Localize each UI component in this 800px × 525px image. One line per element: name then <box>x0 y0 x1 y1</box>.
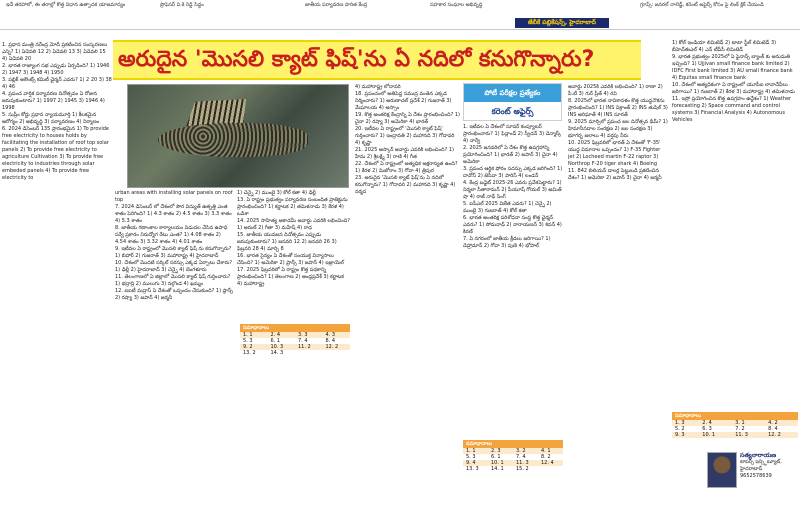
answer-cell <box>295 350 323 356</box>
answer-cell <box>323 350 351 356</box>
top-strip <box>0 0 800 30</box>
answer-cell: 14. 1 <box>491 466 504 472</box>
answer-cell: 10. 1 <box>702 432 716 438</box>
answer-cell: 4. 3 <box>325 332 336 338</box>
column-4: 4) మహారాష్ట్ర లోదావరి 18. ప్రపంచంలో అతిపెద్ద సముద్ర వంతెన ఎక్కడ నిర్మించారు? 1) అరుణాచల్ ప్రదేశ్ 2) గుజరాత్ 3) మేఘాలయ 4) అస్సాం 19. కొత్త అంతరిక్ష కేంద్రాన్ని ఏ దేశం ప్రారంభించింది? 1) చైనా 2) రష్యా 3) అమెరికా 4) భారత్ 20. ఇటీవల ఏ రాష్ట్రంలో 'మొసలి క్యాట్ ఫిష్' గుర్తించారు? 1) ఇంద్రావతి 2) మహానది 3) గోదావరి 4) కృష్ణా 21. 2025 ఆస్కార్ అవార్డు ఎవరికి లభించింది? 1) హేమ 2) శ్రీలక్ష్మి 3) రాణి 4) గీత 22. దేశంలో ఏ రాష్ట్రంలో అత్యధిక అక్షరాస్యత ఉంది? 1) కేరళ 2) మిజోరాం 3) గోవా 4) త్రిపుర 23. అరుదైన 'మొసలి క్యాట్ ఫిష్'ను ఏ నదిలో కనుగొన్నారు? 1) గోదావరి 2) మహానది 3) కృష్ణా 4) నర్మద <box>355 84 460 195</box>
section-subtitle: కరెంట్ అఫైర్స్ <box>491 107 534 116</box>
column-2: urban areas with installing solar panels on roof top 7. 2024 డిసెంబర్ లో దేశంలో సౌర విద్యుత్ ఉత్పత్తి ఎంత శాతం పెరిగింది? 1) 4.3 శాతం 2) 4.5 శాతం 3) 3.3 శాతం 4) 5.3 శాతం 8. జాతీయ గణాంకాల కార్యాలయం విడుదల చేసిన ఉపాధి సర్వే ప్రకారం నిరుద్యోగ రేటు ఎంత? 1) 4.08 శాతం 2) 4.54 శాతం 3) 3.32 శాతం 4) 4.01 శాతం 9. ఇటీవల ఏ రాష్ట్రంలో మొసలి క్యాట్ ఫిష్ ను కనుగొన్నారు? 1) బిహార్ 2) గుజరాత్ 3) మహారాష్ట్ర 4) హైదరాబాద్ 10. దేశంలో మొదటి సర్కిల్ సరస్సు ఎక్కడ ఏర్పాటు చేశారు? 1) ఢిల్లీ 2) హైదరాబాద్ 3) చెన్నై 4) బెంగళూరు 11. తెలంగాణలో ఏ జిల్లాలో మొసలి క్యాట్ ఫిష్ గుర్తించారు? 1) భద్రాద్రి 2) ములుగు 3) నల్గొండ 4) ఖమ్మం 12. ఐఐటీ మద్రాస్ ఏ దేశంతో ఒప్పందం చేసుకుంది? 1) ఫ్రాన్స్ 2) రష్యా 3) జపాన్ 4) జర్మనీ <box>115 190 233 301</box>
answer-cell: 2. 4 <box>270 332 281 338</box>
answer-cell: 6. 1 <box>270 338 281 344</box>
answer-cell: 15. 2 <box>516 466 529 472</box>
answer-cell: 12. 2 <box>768 432 781 438</box>
author-block <box>740 452 800 480</box>
answer-cell: 6. 3 <box>702 426 712 432</box>
answer-cell: 7. 4 <box>516 454 526 460</box>
column-7: 1) కోల్ ఇండియా లిమిటెడ్ 2) టాటా స్టీల్ లిమిటెడ్ 3) బీహెచ్ఈఎల్ 4) ఎన్ టీపీసీ లిమిటెడ్ 9. భారత ప్రభుత్వం 2025లో ఏ ఫైనాన్స్ బ్యాంక్ కు అనుమతి ఇచ్చింది? 1) Ujjivan small finance bank limited 2) IDFC First bank limited 3) AU small finance bank 4) Equitas small finance bank 10. దేశంలో అత్యధికంగా ఏ రాష్ట్రంలో యూపీఐ లావాదేవీలు జరిగాయి? 1) గుజరాత్ 2) కేరళ 3) మహారాష్ట్ర 4) తమిళనాడు 11. ఇస్రో ప్రయోగించిన కొత్త ఉపగ్రహం ఉద్దేశం? 1) Weather forecasting 2) Space command and control systems 3) Financial Analysis 4) Autonomous Vehicles <box>672 40 795 123</box>
answer-cell: 7. 2 <box>735 426 745 432</box>
column-5: 1. ఇటీవల ఏ దేశంలో సూపర్ కంప్యూటర్ ప్రారంభించారు? 1) ఫిన్లాండ్ 2) స్వీడన్ 3) డెన్మార్క్ 4) నార్వే 2. 2025 జనవరిలో ఏ దేశం కొత్త ఉపగ్రహాన్ని ప్రయోగించింది? 1) భారత్ 2) జపాన్ 3) చైనా 4) అమెరికా 3. ప్రపంచ ఆర్థిక ఫోరం సదస్సు ఎక్కడ జరిగింది? 1) దావోస్ 2) జెనీవా 3) పారిస్ 4) లండన్ 4. కేంద్ర బడ్జెట్ 2025-26 ఎవరు ప్రవేశపెట్టారు? 1) నిర్మలా సీతారామన్ 2) పీయూష్ గోయల్ 3) అమిత్ షా 4) రాజ్ నాథ్ సింగ్ 5. ఐపీఎల్ 2025 విజేత ఎవరు? 1) చెన్నై 2) ముంబై 3) గుజరాత్ 4) కోల్ కతా 6. భారత అంతరిక్ష పరిశోధనా సంస్థ కొత్త ఛైర్మన్ ఎవరు? 1) సోమనాథ్ 2) నారాయణన్ 3) శివన్ 4) కిరణ్ 7. ఏ నగరంలో జాతీయ క్రీడలు జరిగాయి? 1) డెహ్రాడూన్ 2) గోవా 3) పుణె 4) భోపాల్ <box>463 124 563 249</box>
answer-cell: 4. 1 <box>541 448 551 454</box>
catfish-photo <box>127 84 349 188</box>
top-strip-col4: సహకార సంఘాల అభివృద్ధి <box>430 2 483 8</box>
answer-cell: 3. 1 <box>735 420 745 426</box>
answer-cell: 8. 4 <box>325 338 336 344</box>
column-3: 1) చెన్నై 2) ముంబై 3) కోల్ కతా 4) ఢిల్లీ 13. ఏ రాష్ట్రం ప్రభుత్వం పర్యావరణ సంబంధిత ప్రాజెక్టును ప్రారంభించింది? 1) కర్ణాటక 2) తమిళనాడు 3) కేరళ 4) ఒడిశా 14. 2025 సాహిత్య అకాడమీ అవార్డు ఎవరికి లభించింది? 1) అరుణ్ 2) గీతా 3) మహేష్ 4) రాధ 15. జాతీయ యువజన దినోత్సవం ఎప్పుడు జరుపుకుంటారు? 1) జనవరి 12 2) జనవరి 26 3) ఫిబ్రవరి 28 4) మార్చి 8 16. భారత సైన్యం ఏ దేశంతో సంయుక్త విన్యాసాలు చేసింది? 1) అమెరికా 2) ఫ్రాన్స్ 3) జపాన్ 4) ఇజ్రాయెల్ 17. 2025 ఫిబ్రవరిలో ఏ రాష్ట్రం కొత్త పథకాన్ని ప్రారంభించింది? 1) తెలంగాణ 2) ఆంధ్రప్రదేశ్ 3) కర్ణాటక 4) మహారాష్ట్ర <box>237 190 350 287</box>
answer-cell: 14. 3 <box>270 350 284 356</box>
top-strip-col3: జాతీయ పర్యావరణ హరిత కేంద్ర <box>305 2 368 8</box>
answer-cell: 2. 3 <box>491 448 501 454</box>
answer-cell: 1. 3 <box>675 420 685 426</box>
answer-cell: 9. 3 <box>675 432 685 438</box>
answer-key-title: సమాధానాలు <box>463 440 563 448</box>
answer-cell: 12. 4 <box>541 460 554 466</box>
top-strip-col5: గ్రూప్స్: జనరల్ నాలెడ్జ్, కరెంట్ అఫైర్స్ కోసం పై లింక్ క్లిక్ చేయండి <box>640 2 764 8</box>
publisher-credit: జేబీకే పబ్లికేషన్స్, హైదరాబాద్ <box>515 18 609 28</box>
author-photo <box>707 452 737 488</box>
answer-cell: 11. 3 <box>735 432 748 438</box>
answer-cell: 11. 3 <box>516 460 529 466</box>
section-title: పోటీ పరీక్షల ప్రత్యేకం <box>464 84 561 102</box>
headline: అరుదైన 'మొసలి క్యాట్ ఫిష్'ను ఏ నదిలో కనుగొన్నారు? <box>118 47 595 72</box>
answer-cell: 11. 2 <box>298 344 311 350</box>
answer-cell: 1. 1 <box>466 448 476 454</box>
answer-cell: 9. 4 <box>466 460 476 466</box>
answer-cell: 6. 1 <box>491 454 501 460</box>
answer-key-table-2 <box>463 440 563 472</box>
answer-cell: 2. 4 <box>702 420 712 426</box>
author-name: సత్యనారాయణ <box>740 452 777 459</box>
answer-cell: 3. 3 <box>298 332 308 338</box>
answer-cell: 12. 2 <box>325 344 339 350</box>
author-phone: 9652578639 <box>740 473 772 479</box>
fish-body <box>158 123 308 157</box>
answer-cell: 8. 4 <box>768 426 778 432</box>
author-role: టాపర్స్ ఇన్స్టిట్యూట్, హైదరాబాద్ <box>740 459 782 472</box>
answer-key-table-1 <box>240 324 350 356</box>
top-strip-col1: ఇదే తరహాలో, ఈ తరాల్లో కొత్త విధాన ఉత్పాదక యాజమాన్యం <box>6 2 126 8</box>
answer-key-table-3 <box>672 412 798 438</box>
answer-cell: 13. 2 <box>243 350 256 356</box>
answer-cell: 10. 1 <box>491 460 504 466</box>
answer-cell: 5. 3 <box>243 338 253 344</box>
answer-cell: 3. 2 <box>516 448 526 454</box>
answer-cell: 9. 2 <box>243 344 253 350</box>
answer-cell: 10. 3 <box>270 344 284 350</box>
answer-key-title: సమాధానాలు <box>672 412 798 420</box>
column-1: 1. ప్రధాన మంత్రి నరేంద్ర మోదీ ప్రకటించిన సంస్కరణలు ఎన్ని? 1) ఏడెవలి 12 2) ఏడెవలి 13 3) ఏడెవలి 15 4) ఏడెవలి 20 2. భారత రాజ్యాంగ సభ ఎప్పుడు ఏర్పడింది? 1) 1946 2) 1947 3) 1948 4) 1950 3. పబ్లిక్ అకౌంట్స్ కమిటీ ఛైర్మన్ ఎవరు? 1) 2 20 3) 38 4) 46 4. ప్రపంచ వార్షిక పర్యావరణ దినోత్సవం ఏ రోజున జరుపుకుంటారు? 1) 1997 2) 1945 3) 1946 4) 1998 5. సుప్రీం కోర్టు ప్రధాన న్యాయమూర్తి 1) కీలకమైన ఆరోగ్యం 2) అభివృద్ధి 3) పర్యావరణం 4) నిర్మాణం 6. 2024 డిసెంబర్ 135 ప్రారంభమైన 1) To provide free electricity to houses holds by facilitating the installation of roof top solar panels 2) To provide free electricity to agriculture Cultivation 3) To provide free electricity to industries through solar embeded panels 4) To provide free electricity to <box>2 42 112 181</box>
answer-cell: 8. 2 <box>541 454 551 460</box>
answer-cell: 13. 3 <box>466 466 479 472</box>
answer-cell <box>538 466 563 472</box>
answer-cell: 5. 3 <box>466 454 476 460</box>
answer-cell: 7. 4 <box>298 338 308 344</box>
answer-key-title: సమాధానాలు <box>240 324 350 332</box>
answer-cell: 1. 1 <box>243 332 253 338</box>
top-strip-col2: ప్రొఫెసర్ వి.కె రెడ్డి సిద్ధం <box>160 2 204 8</box>
answer-cell: 4. 2 <box>768 420 778 426</box>
column-6: అవార్డు 2025కి ఎవరికి లభించింది? 1) రాణా 2) పీ.టీ 3) గుర్ ప్రీత్ 4) రవి 8. 2025లో భారత నావికాదళం కొత్త యుద్ధనౌకను ప్రారంభించింది? 1) INS విక్రాంత్ 2) INS తుషిల్ 3) INS అరిఘాత్ 4) INS సూరత్ 9. 2025 మార్చిలో ప్రపంచ జల దినోత్సవ థీమ్? 1) హిమానీనదాల సంరక్షణ 2) జల సంరక్షణ 3) భూగర్భ జలాలు 4) వర్షపు నీరు 10. 2025 ఫిబ్రవరిలో భారత్ ఏ దేశంతో 'F-35' యుద్ధ విమానాల ఒప్పందం? 1) F-35 Fighter jet 2) Locheed martin F-22 raptor 3) Northrop F-20 tiger shark 4) Boeing 11. 842 బిలియన్ డాలర్ల పెట్టుబడి ప్రకటించిన దేశం? 1) అమెరికా 2) జపాన్ 3) చైనా 4) జర్మనీ <box>568 84 668 181</box>
answer-cell: 5. 2 <box>675 426 685 432</box>
